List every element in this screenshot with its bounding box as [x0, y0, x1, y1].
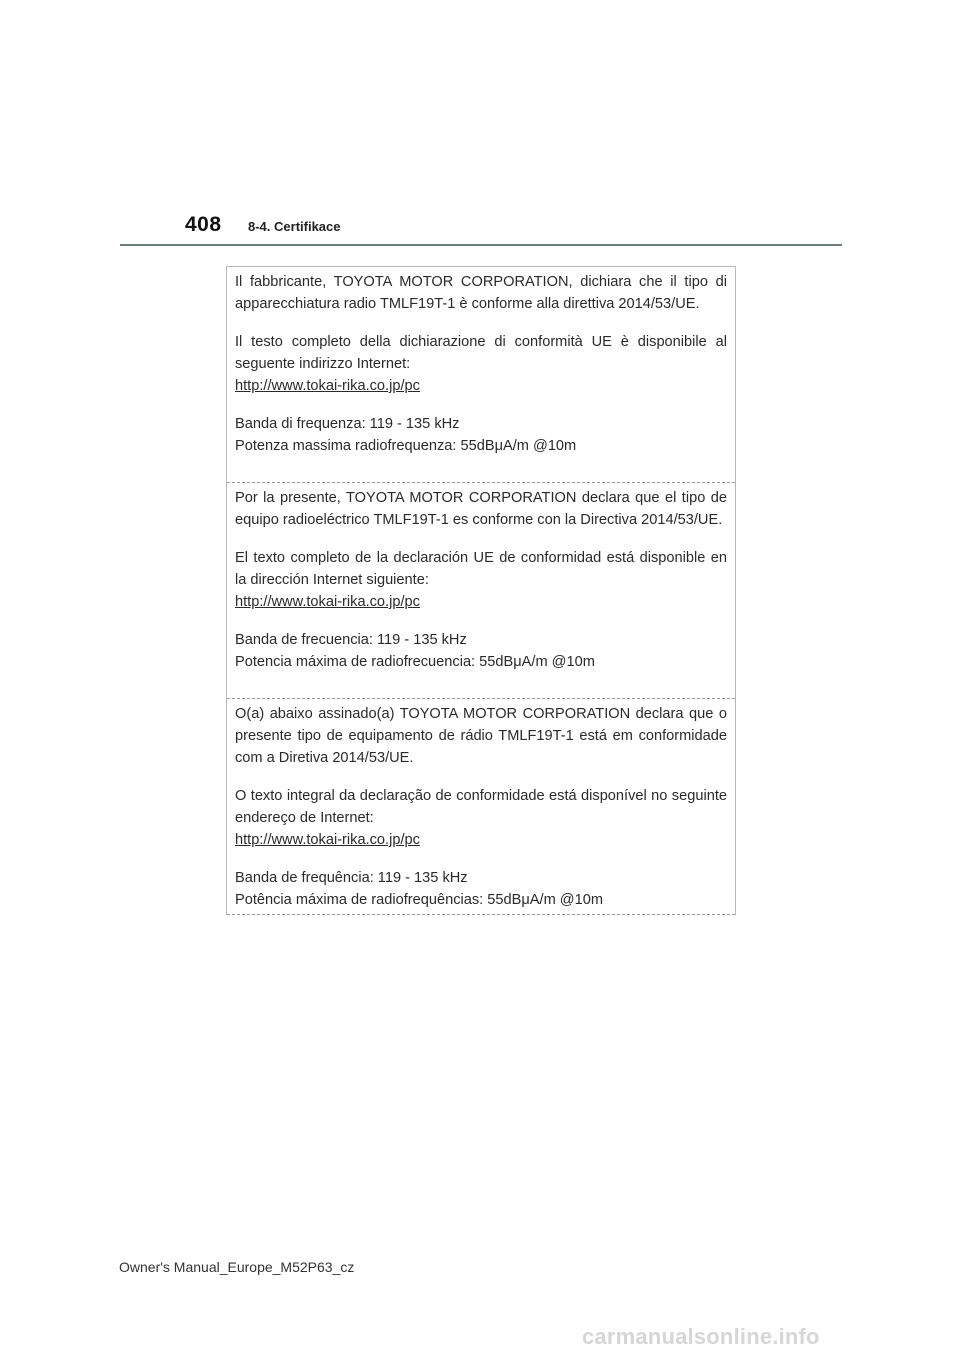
declaration-text: Il fabbricante, TOYOTA MOTOR CORPORATION, dichiara che il tipo di apparecchiatura radio TMLF19T-1 è conforme alla direttiva 2014/53/UE.: [235, 274, 727, 312]
max-power-text: Potencia máxima de radiofrecuencia: 55dBμA/m @10m: [235, 654, 595, 670]
section-title: 8-4. Certifikace: [248, 219, 341, 234]
page-number: 408: [185, 213, 222, 236]
frequency-band-text: Banda de frequência: 119 - 135 kHz: [235, 870, 468, 886]
availability-text: El texto completo de la declaración UE de conformidad está disponible en la dirección Internet siguiente:: [235, 550, 727, 588]
availability-text: O texto integral da declaração de conformidade está disponível no seguinte endereço de Internet:: [235, 788, 727, 826]
declaration-text: Por la presente, TOYOTA MOTOR CORPORATION declara que el tipo de equipo radioeléctrico TMLF19T-1 es conforme con la Directiva 2014/53/UE.: [235, 490, 727, 528]
header-divider: [120, 244, 842, 246]
cert-block-italian: [227, 267, 735, 483]
frequency-band-text: Banda de frecuencia: 119 - 135 kHz: [235, 632, 467, 648]
declaration-link[interactable]: http://www.tokai-rika.co.jp/pc: [235, 378, 420, 394]
certification-box: [226, 266, 736, 915]
cert-block-portuguese: [227, 699, 735, 915]
cert-block-spanish: [227, 483, 735, 699]
availability-text: Il testo completo della dichiarazione di conformità UE è disponibile al seguente indirizzo Internet:: [235, 334, 727, 372]
declaration-link[interactable]: http://www.tokai-rika.co.jp/pc: [235, 832, 420, 848]
footer-manual-id: Owner's Manual_Europe_M52P63_cz: [119, 1259, 355, 1275]
declaration-link[interactable]: http://www.tokai-rika.co.jp/pc: [235, 594, 420, 610]
declaration-text: O(a) abaixo assinado(a) TOYOTA MOTOR CORPORATION declara que o presente tipo de equipamento de rádio TMLF19T-1 está em conformidade com a Diretiva 2014/53/UE.: [235, 706, 727, 766]
frequency-band-text: Banda di frequenza: 119 - 135 kHz: [235, 416, 460, 432]
watermark-text: carmanualsonline.info: [582, 1324, 820, 1349]
max-power-text: Potência máxima de radiofrequências: 55dBμA/m @10m: [235, 892, 603, 908]
max-power-text: Potenza massima radiofrequenza: 55dBμA/m @10m: [235, 438, 577, 454]
